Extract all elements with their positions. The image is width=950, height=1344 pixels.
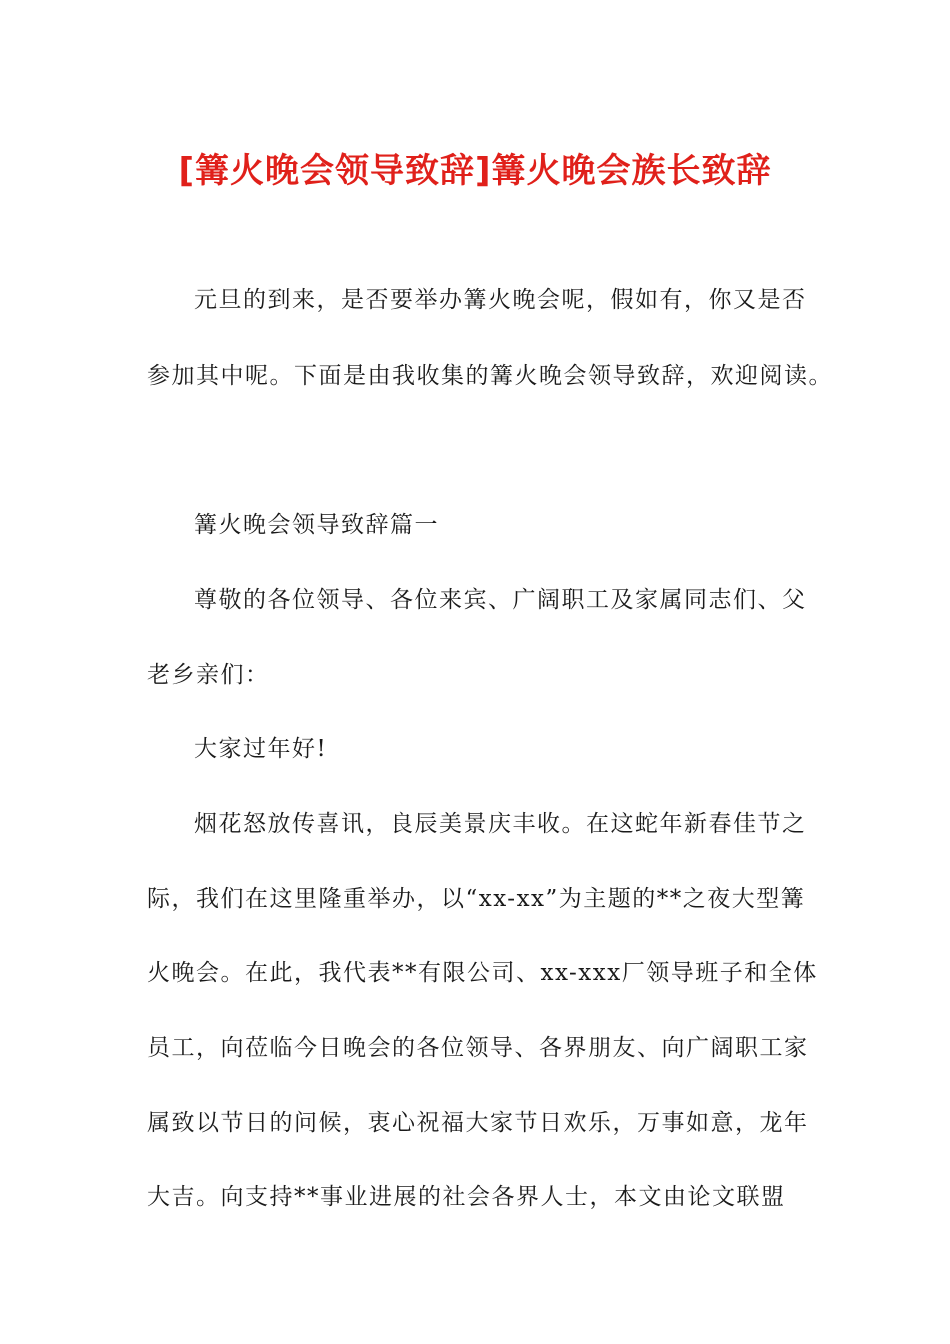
paragraph-line: 际，我们在这里隆重举办，以“xx-xx”为主题的**之夜大型篝	[147, 886, 806, 912]
paragraph-line: 火晚会。在此，我代表**有限公司、xx-xxx厂领导班子和全体	[147, 960, 818, 986]
paragraph-line: 元旦的到来，是否要举办篝火晚会呢，假如有，你又是否	[194, 287, 807, 313]
section-heading: 篝火晚会领导致辞篇一	[194, 512, 439, 538]
paragraph-line: 尊敬的各位领导、各位来宾、广阔职工及家属同志们、父	[194, 587, 807, 613]
paragraph-line: 员工，向莅临今日晚会的各位领导、各界朋友、向广阔职工家	[147, 1035, 809, 1061]
document-title: [篝火晚会领导致辞]篝火晚会族长致辞	[178, 151, 772, 191]
paragraph-line: 参加其中呢。下面是由我收集的篝火晚会领导致辞，欢迎阅读。	[147, 363, 833, 389]
paragraph-line: 大家过年好!	[194, 736, 328, 762]
paragraph-line: 老乡亲们：	[147, 662, 270, 688]
paragraph-line: 烟花怒放传喜讯，良辰美景庆丰收。在这蛇年新春佳节之	[194, 811, 807, 837]
paragraph-line: 大吉。向支持**事业进展的社会各界人士，本文由论文联盟	[147, 1184, 786, 1210]
paragraph-line: 属致以节日的问候，衷心祝福大家节日欢乐，万事如意，龙年	[147, 1110, 809, 1136]
